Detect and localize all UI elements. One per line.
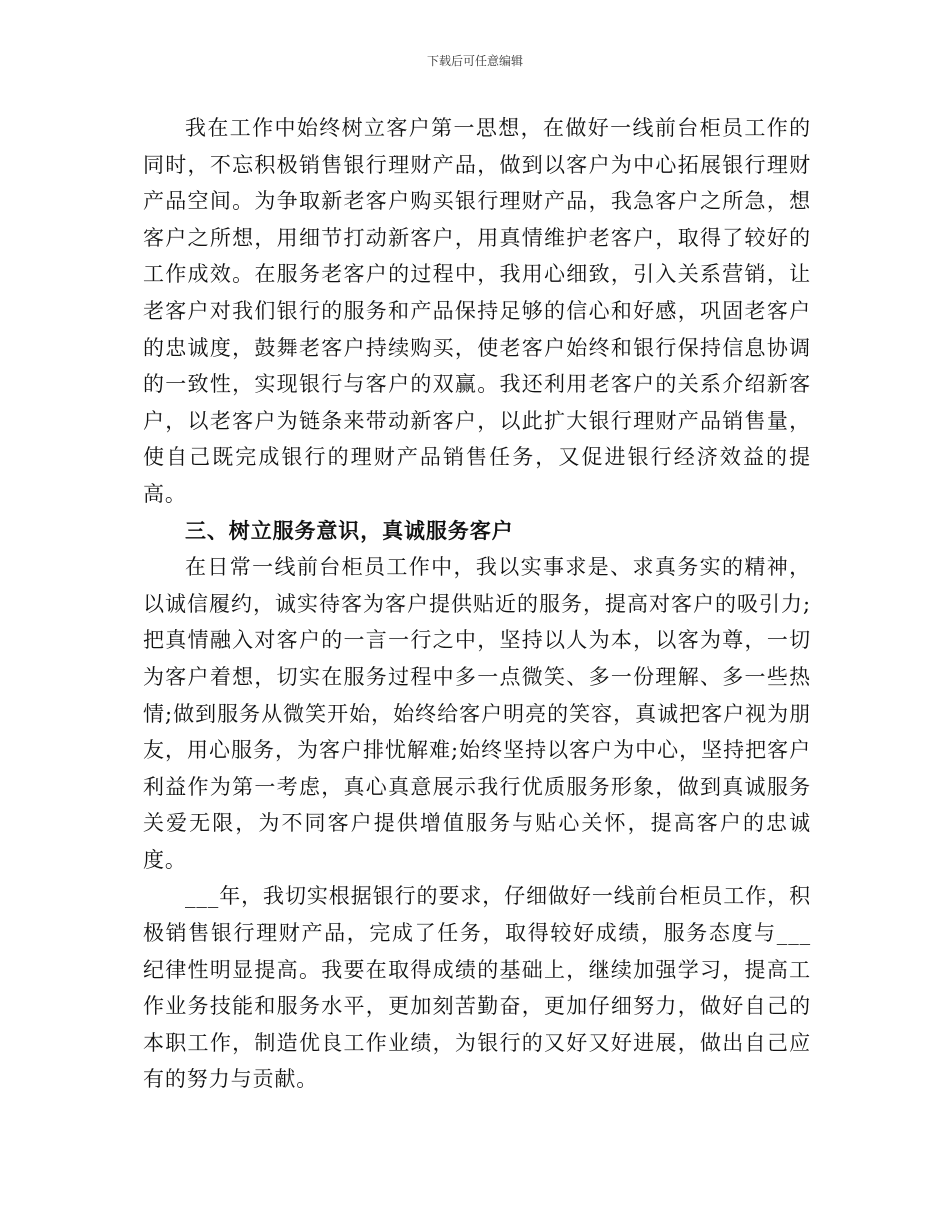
header-note: 下载后可任意编辑 [426, 54, 523, 68]
section-heading-service: 三、树立服务意识，真诚服务客户 [185, 517, 514, 543]
document-body [143, 110, 811, 1098]
paragraph-customer-first: 我在工作中始终树立客户第一思想，在做好一线前台柜员工作的同时，不忘积极销售银行理财产品，做到以客户为中心拓展银行理财产品空间。为争取新老客户购买银行理财产品，我急客户之所急，想客户之所想，用细节打动新客户，用真情维护老客户，取得了较好的工作成效。在服务老客户的过程中，我用心细致，引入关系营销，让老客户对我们银行的服务和产品保持足够的信心和好感，巩固老客户的忠诚度，鼓舞老客户持续购买，使老客户始终和银行保持信息协调的一致性，实现银行与客户的双赢。我还利用老客户的关系介绍新客户，以老客户为链条来带动新客户，以此扩大银行理财产品销售量，使自己既完成银行的理财产品销售任务，又促进银行经济效益的提高。 [143, 116, 811, 506]
paragraph-service-awareness: 在日常一线前台柜员工作中，我以实事求是、求真务实的精神，以诚信履约，诚实待客为客户提供贴近的服务，提高对客户的吸引力;把真情融入对客户的一言一行之中，坚持以人为本，以客为尊，一切为客户着想，切实在服务过程中多一点微笑、多一份理解、多一些热情;做到服务从微笑开始，始终给客户明亮的笑容，真诚把客户视为朋友，用心服务，为客户排忧解难;始终坚持以客户为中心，坚持把客户利益作为第一考虑，真心真意展示我行优质服务形象，做到真诚服务关爱无限，为不同客户提供增值服务与贴心关怀，提高客户的忠诚度。 [143, 555, 811, 872]
paragraph-summary: ___年，我切实根据银行的要求，仔细做好一线前台柜员工作，积极销售银行理财产品，完成了任务，取得较好成绩，服务态度与___纪律性明显提高。我要在取得成绩的基础上，继续加强学习，提高工作业务技能和服务水平，更加刻苦勤奋，更加仔细努力，做好自己的本职工作，制造优良工作业绩，为银行的又好又好进展，做出自己应有的努力与贡献。 [143, 884, 811, 1092]
